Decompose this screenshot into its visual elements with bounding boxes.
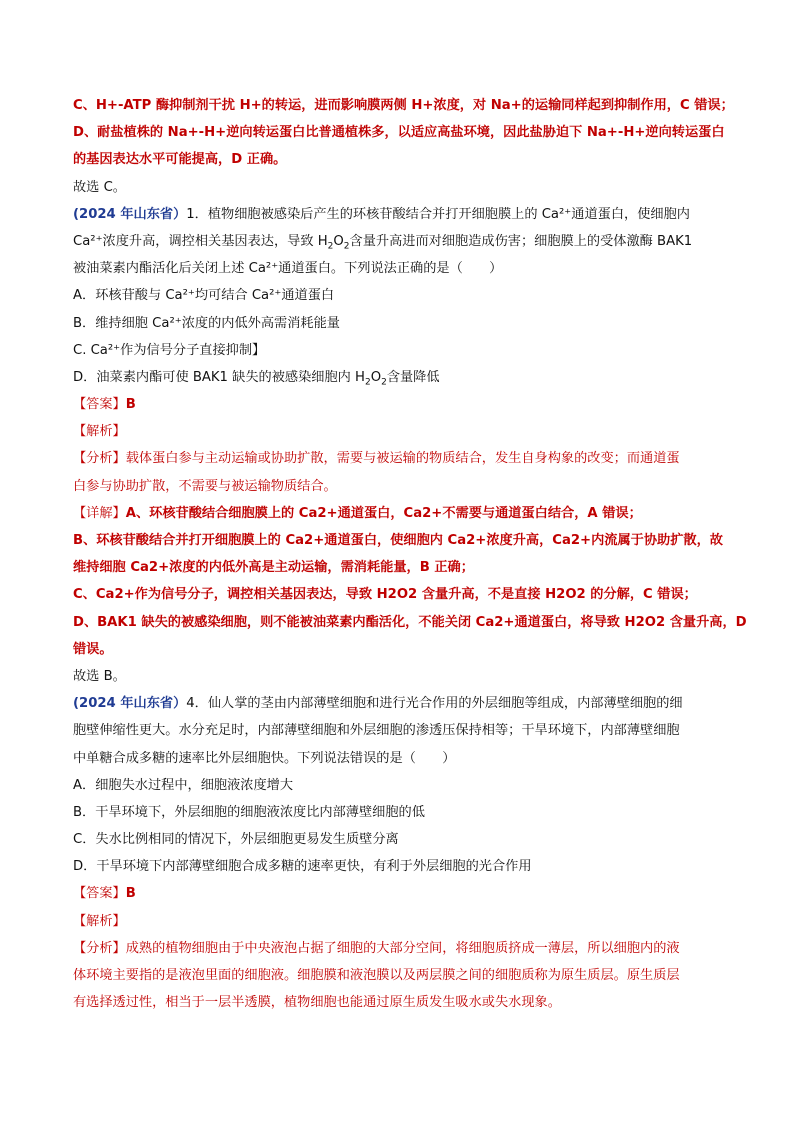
- subscript-2: 2: [381, 377, 387, 388]
- q4-fenxi-line1: [73, 935, 753, 962]
- q4-option-a: A．细胞失水过程中，细胞液浓度增大: [73, 777, 294, 793]
- q1-xiangjie-d-line1: D、BAK1 缺失的被感染细胞，则不能被油菜素内酯活化，不能关闭 Ca2+通道蛋白，将导致 H2O2 含量升高，D: [73, 614, 747, 630]
- q1-fenxi-line2: 白参与协助扩散，不需要与被运输物质结合。: [73, 478, 337, 494]
- q1-stem-line3: 被油菜素内酯活化后关闭上述 Ca²⁺通道蛋白。下列说法正确的是（ ）: [73, 261, 503, 277]
- q4-stem-line3: 中单糖合成多糖的速率比外层细胞快。下列说法错误的是（ ）: [73, 750, 456, 766]
- q4-source-tag: (2024 年山东省）: [73, 696, 187, 712]
- q4-analysis-label: 【解析】: [73, 913, 126, 929]
- q1-xiangjie-c: C、Ca2+作为信号分子，调控相关基因表达，导致 H2O2 含量升高，不是直接 H2O2 的分解，C 错误；: [73, 587, 697, 603]
- q1-stem2-part-c: 含量升高进而对细胞造成伤害；细胞膜上的受体激酶 BAK1: [349, 233, 693, 249]
- q1-stem2-part-a: Ca²⁺浓度升高，调控相关基因表达，导致 H: [73, 233, 328, 249]
- q1-analysis-label: 【解析】: [73, 424, 126, 440]
- q1-option-a: A．环核苷酸与 Ca²⁺均可结合 Ca²⁺通道蛋白: [73, 288, 335, 304]
- q1-xiangjie-a: [73, 500, 753, 527]
- q1-option-d-part-b: O: [370, 369, 382, 385]
- q4-stem-line1: [73, 690, 753, 717]
- prev-explanation-d-line2: 的基因表达水平可能提高，D 正确。: [73, 152, 287, 168]
- q1-xiangjie-label: 【详解】: [73, 505, 126, 521]
- q1-xiangjie-b-line2: 维持细胞 Ca2+浓度的内低外高是主动运输，需消耗能量，B 正确；: [73, 560, 474, 576]
- subscript-2: 2: [364, 377, 371, 388]
- q1-option-d-part-c: 含量降低: [386, 369, 440, 385]
- q4-fenxi-line2: 体环境主要指的是液泡里面的细胞液。细胞膜和液泡膜以及两层膜之间的细胞质称为原生质层。原生质层: [73, 968, 680, 983]
- q1-option-d: [73, 364, 753, 391]
- q1-option-b: B．维持细胞 Ca²⁺浓度的内低外高需消耗能量: [73, 315, 340, 331]
- q1-xiangjie-d-line2: 错误。: [73, 641, 113, 657]
- q1-answer: [73, 391, 753, 418]
- q1-xiangjie-b-line1: B、环核苷酸结合并打开细胞膜上的 Ca2+通道蛋白，使细胞内 Ca2+浓度升高，Ca2+内流属于协助扩散，故: [73, 533, 723, 548]
- q1-xiangjie-a-text: A、环核苷酸结合细胞膜上的 Ca2+通道蛋白，Ca2+不需要与通道蛋白结合，A 错误；: [125, 505, 642, 521]
- subscript-2: 2: [327, 241, 334, 252]
- q1-stem-line1: [73, 201, 753, 228]
- prev-explanation-d-line1: D、耐盐植株的 Na+-H+逆向转运蛋白比普通植株多，以适应高盐环境，因此盐胁迫下 Na+-H+逆向转运蛋白: [73, 125, 725, 141]
- q1-source-tag: (2024 年山东省）: [73, 206, 187, 222]
- q1-option-d-part-a: D．油菜素内酯可使 BAK1 缺失的被感染细胞内 H: [73, 369, 365, 385]
- prev-choose: 故选 C。: [73, 179, 126, 195]
- document-body: [73, 92, 753, 1016]
- q1-fenxi-line1: [73, 445, 753, 472]
- q4-fenxi-text1: 成熟的植物细胞由于中央液泡占据了细胞的大部分空间，将细胞质挤成一薄层，所以细胞内的液: [125, 940, 680, 956]
- q4-fenxi-label: 【分析】: [73, 940, 126, 956]
- q4-option-d: D．干旱环境下内部薄壁细胞合成多糖的速率更快，有利于外层细胞的光合作用: [73, 859, 532, 875]
- q1-fenxi-label: 【分析】: [73, 451, 126, 467]
- q4-stem-text1: 4．仙人掌的茎由内部薄壁细胞和进行光合作用的外层细胞等组成，内部薄壁细胞的细: [186, 696, 683, 712]
- prev-explanation-c: C、H+-ATP 酶抑制剂干扰 H+的转运，进而影响膜两侧 H+浓度，对 Na+的运输同样起到抑制作用，C 错误；: [73, 98, 734, 113]
- q4-stem-line2: 胞壁伸缩性更大。水分充足时，内部薄壁细胞和外层细胞的渗透压保持相等；干旱环境下，内部薄壁细胞: [73, 723, 680, 739]
- q4-answer-label: 【答案】: [73, 886, 126, 902]
- q1-fenxi-text1: 载体蛋白参与主动运输或协助扩散，需要与被运输的物质结合，发生自身构象的改变；而通道蛋: [125, 451, 680, 467]
- q4-answer: [73, 880, 753, 907]
- q4-answer-value: B: [125, 886, 136, 902]
- q4-option-c: C．失水比例相同的情况下，外层细胞更易发生质壁分离: [73, 832, 399, 848]
- q1-stem-text1: 1．植物细胞被感染后产生的环核苷酸结合并打开细胞膜上的 Ca²⁺通道蛋白，使细胞内: [186, 206, 690, 222]
- q1-option-c: C. Ca²⁺作为信号分子直接抑制】: [73, 342, 266, 358]
- q4-option-b: B．干旱环境下，外层细胞的细胞液浓度比内部薄壁细胞的低: [73, 804, 425, 820]
- q1-stem-line2: [73, 228, 753, 255]
- q1-answer-value: B: [125, 397, 136, 413]
- q4-fenxi-line3: 有选择透过性，相当于一层半透膜，植物细胞也能通过原生质发生吸水或失水现象。: [73, 995, 561, 1011]
- q1-stem2-part-b: O: [333, 233, 344, 249]
- subscript-2: 2: [343, 241, 350, 252]
- q1-answer-label: 【答案】: [73, 397, 126, 413]
- q1-choose: 故选 B。: [73, 668, 126, 684]
